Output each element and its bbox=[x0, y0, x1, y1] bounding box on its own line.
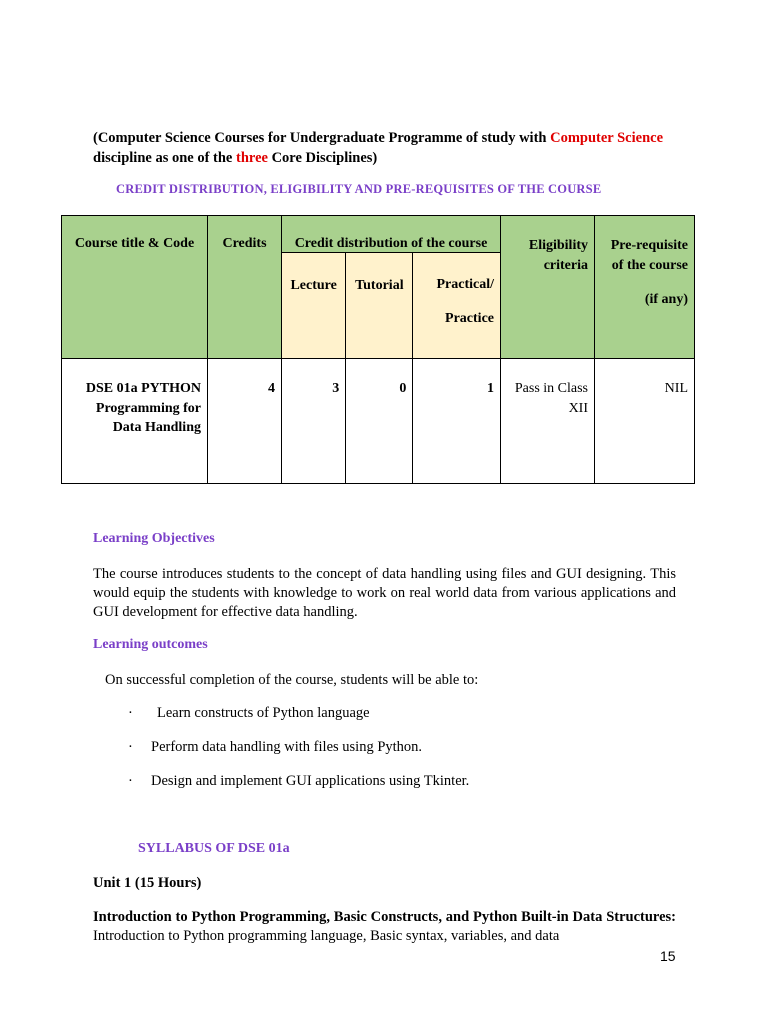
credit-distribution-title: CREDIT DISTRIBUTION, ELIGIBILITY AND PRE-REQUISITES OF THE COURSE bbox=[116, 182, 602, 196]
header-lecture: Lecture bbox=[282, 253, 346, 359]
header-prerequisite bbox=[595, 216, 695, 359]
unit-description-text: Introduction to Python programming language, Basic syntax, variables, and data bbox=[93, 928, 560, 944]
bullet-icon: · bbox=[128, 705, 133, 721]
cell-practical: 1 bbox=[413, 359, 501, 484]
cell-prerequisite: NIL bbox=[595, 359, 695, 484]
course-line2: Programming for bbox=[95, 400, 201, 416]
cell-tutorial: 0 bbox=[346, 359, 413, 484]
credit-distribution-table bbox=[61, 215, 695, 484]
syllabus-title: SYLLABUS OF DSE 01a bbox=[138, 841, 290, 856]
outcome-1: Learn constructs of Python language bbox=[157, 705, 370, 721]
outcome-3: Design and implement GUI applications using Tkinter. bbox=[151, 773, 470, 789]
header-eligibility-line2: criteria bbox=[543, 258, 588, 273]
unit-heading: Unit 1 (15 Hours) bbox=[93, 875, 202, 891]
learning-objectives-heading: Learning Objectives bbox=[93, 531, 215, 546]
eligibility-line2: XII bbox=[568, 400, 588, 416]
course-line1: DSE 01a PYTHON bbox=[85, 381, 201, 396]
intro-paragraph bbox=[93, 128, 693, 168]
cell-lecture: 3 bbox=[282, 359, 346, 484]
learning-outcomes-intro: On successful completion of the course, students will be able to: bbox=[105, 672, 479, 688]
intro-text-2: discipline as one of the bbox=[93, 150, 236, 166]
intro-red-three: three bbox=[236, 150, 268, 166]
header-course-title: Course title & Code bbox=[62, 216, 208, 359]
eligibility-line1: Pass in Class bbox=[514, 381, 588, 396]
header-eligibility-line1: Eligibility bbox=[528, 238, 588, 253]
header-tutorial: Tutorial bbox=[346, 253, 413, 359]
page-number: 15 bbox=[660, 948, 676, 964]
unit-description bbox=[93, 908, 676, 946]
header-prereq-line2: of the course bbox=[611, 258, 688, 273]
intro-text-1: (Computer Science Courses for Undergraduate Programme of study with bbox=[93, 130, 551, 146]
intro-red-computer-science: Computer Science bbox=[550, 130, 664, 146]
learning-outcomes-heading: Learning outcomes bbox=[93, 637, 208, 652]
intro-text-3: Core Disciplines) bbox=[267, 150, 378, 166]
bullet-icon: · bbox=[128, 773, 133, 789]
header-prereq-line3: (if any) bbox=[644, 292, 688, 307]
outcome-2: Perform data handling with files using Python. bbox=[151, 739, 423, 755]
header-practical-line2: Practice bbox=[445, 311, 494, 326]
header-credit-distribution: Credit distribution of the course bbox=[282, 216, 501, 253]
table-row bbox=[62, 359, 695, 484]
header-credits: Credits bbox=[208, 216, 282, 359]
course-line3: Data Handling bbox=[112, 420, 201, 435]
bullet-icon: · bbox=[128, 739, 133, 755]
cell-course-title bbox=[62, 359, 208, 484]
header-practical bbox=[413, 253, 501, 359]
cell-eligibility bbox=[501, 359, 595, 484]
header-eligibility bbox=[501, 216, 595, 359]
cell-credits: 4 bbox=[208, 359, 282, 484]
learning-objectives-text: The course introduces students to the concept of data handling using files and GUI designing. This would equip the students with knowledge to work on real world data from various applications and GUI development for effective data handling. bbox=[93, 566, 676, 620]
unit-description-lead: Introduction to Python Programming, Basic Constructs, and Python Built-in Data Structures: bbox=[93, 909, 676, 925]
header-prereq-line1: Pre-requisite bbox=[610, 238, 688, 253]
header-practical-line1: Practical/ bbox=[436, 277, 494, 292]
